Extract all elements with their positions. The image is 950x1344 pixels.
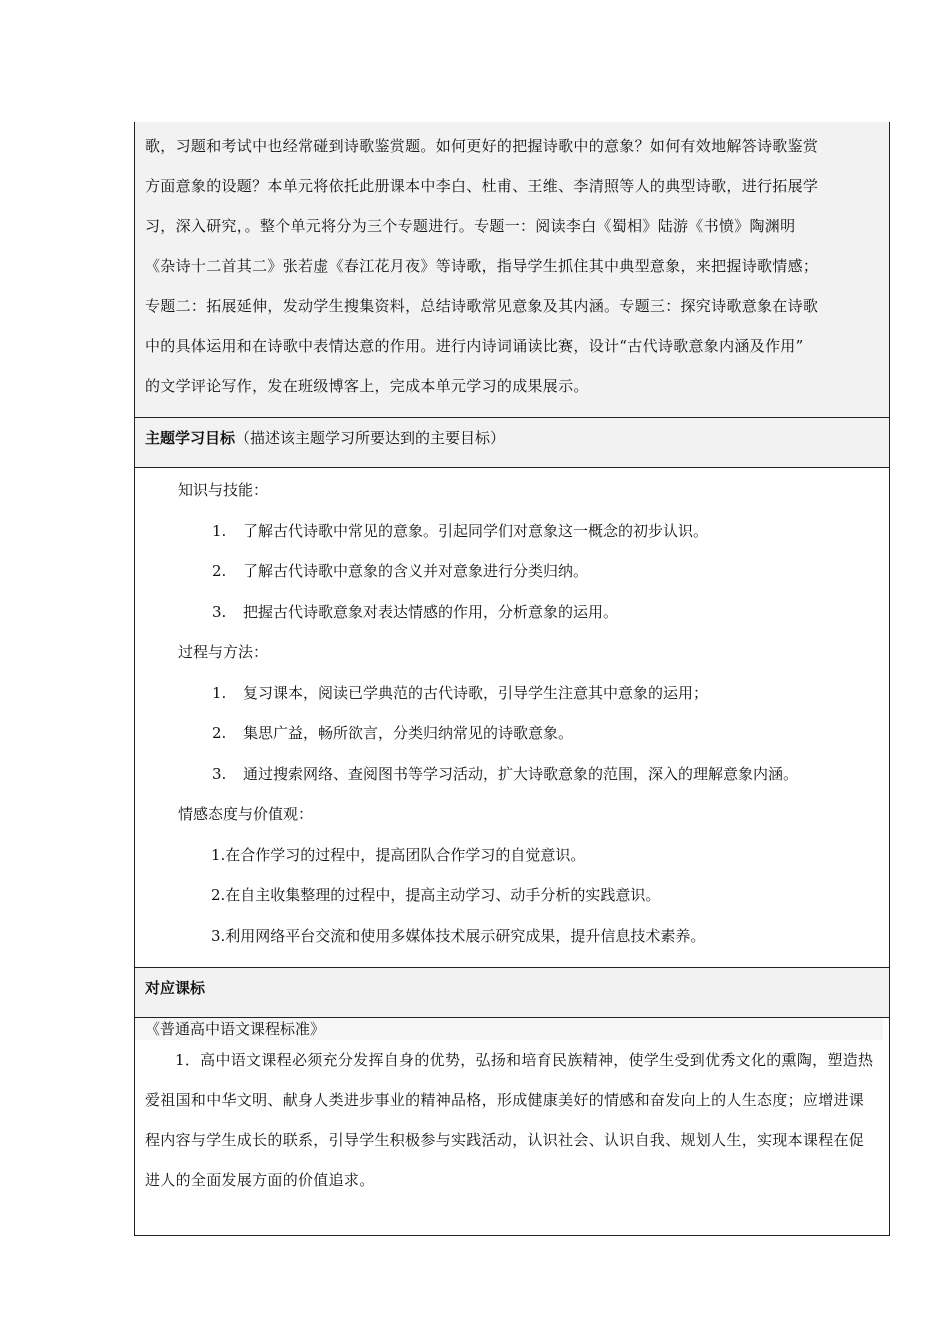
standard-header-row: 对应课标 [135,968,889,1018]
standard-body: 1．高中语文课程必须充分发挥自身的优势，弘扬和培育民族精神，使学生受到优秀文化的熏陶，塑造热爱祖国和中华文明、献身人类进步事业的精神品格，形成健康美好的情感和奋发向上的人生态度；应增进课程内容与学生成长的联系，引导学生积极参与实践活动，认识社会、认识自我、规划人生，实现本课程在促进人的全面发展方面的价值追求。 [145,1051,874,1189]
goals-cell [135,468,889,968]
knowledge-item: 1. 了解古代诗歌中常见的意象。引起同学们对意象这一概念的初步认识。 [212,521,709,540]
process-item: 2. 集思广益，畅所欲言，分类归纳常见的诗歌意象。 [212,724,574,742]
lesson-plan-table [134,122,890,1236]
goals-header-note: （描述该主题学习所要达到的主要目标） [235,429,506,447]
intro-line: 习，深入研究，。整个单元将分为三个专题进行。专题一：阅读李白《蜀相》陆游《书愤》陶渊明 [145,217,796,235]
standard-title: 《普通高中语文课程标准》 [135,1018,883,1040]
intro-line: 专题二：拓展延伸，发动学生搜集资料，总结诗歌常见意象及其内涵。专题三：探究诗歌意象在诗歌 [145,297,819,315]
standard-cell [135,1018,889,1236]
emotion-item: 2.在自主收集整理的过程中，提高主动学习、动手分析的实践意识。 [211,886,661,904]
intro-line: 歌，习题和考试中也经常碰到诗歌鉴赏题。如何更好的把握诗歌中的意象？如何有效地解答诗歌鉴赏 [145,137,819,155]
intro-line: 的文学评论写作，发在班级博客上，完成本单元学习的成果展示。 [145,377,589,395]
intro-line: 方面意象的设题？本单元将依托此册课本中李白、杜甫、王维、李清照等人的典型诗歌，进行拓展学 [145,177,819,195]
knowledge-heading: 知识与技能： [178,481,269,499]
knowledge-item: 3. 把握古代诗歌意象对表达情感的作用，分析意象的运用。 [212,602,619,621]
emotion-item: 1.在合作学习的过程中，提高团队合作学习的自觉意识。 [211,845,586,864]
unit-introduction-cell [135,122,889,418]
process-item: 1. 复习课本，阅读已学典范的古代诗歌，引导学生注意其中意象的运用； [212,683,709,702]
intro-line: 中的具体运用和在诗歌中表情达意的作用。进行内诗词诵读比赛，设计“古代诗歌意象内涵及作用” [145,337,804,355]
goals-header-row [135,418,889,468]
process-item: 3. 通过搜索网络、查阅图书等学习活动，扩大诗歌意象的范围，深入的理解意象内涵。 [212,764,799,783]
intro-line: 《杂诗十二首其二》张若虚《春江花月夜》等诗歌，指导学生抓住其中典型意象，来把握诗歌情感； [145,257,819,275]
process-heading: 过程与方法： [178,643,269,661]
knowledge-item: 2. 了解古代诗歌中意象的含义并对意象进行分类归纳。 [212,562,589,580]
emotion-heading: 情感态度与价值观： [178,805,314,823]
emotion-item: 3.利用网络平台交流和使用多媒体技术展示研究成果，提升信息技术素养。 [211,926,706,945]
goals-header-title: 主题学习目标 [145,429,236,447]
